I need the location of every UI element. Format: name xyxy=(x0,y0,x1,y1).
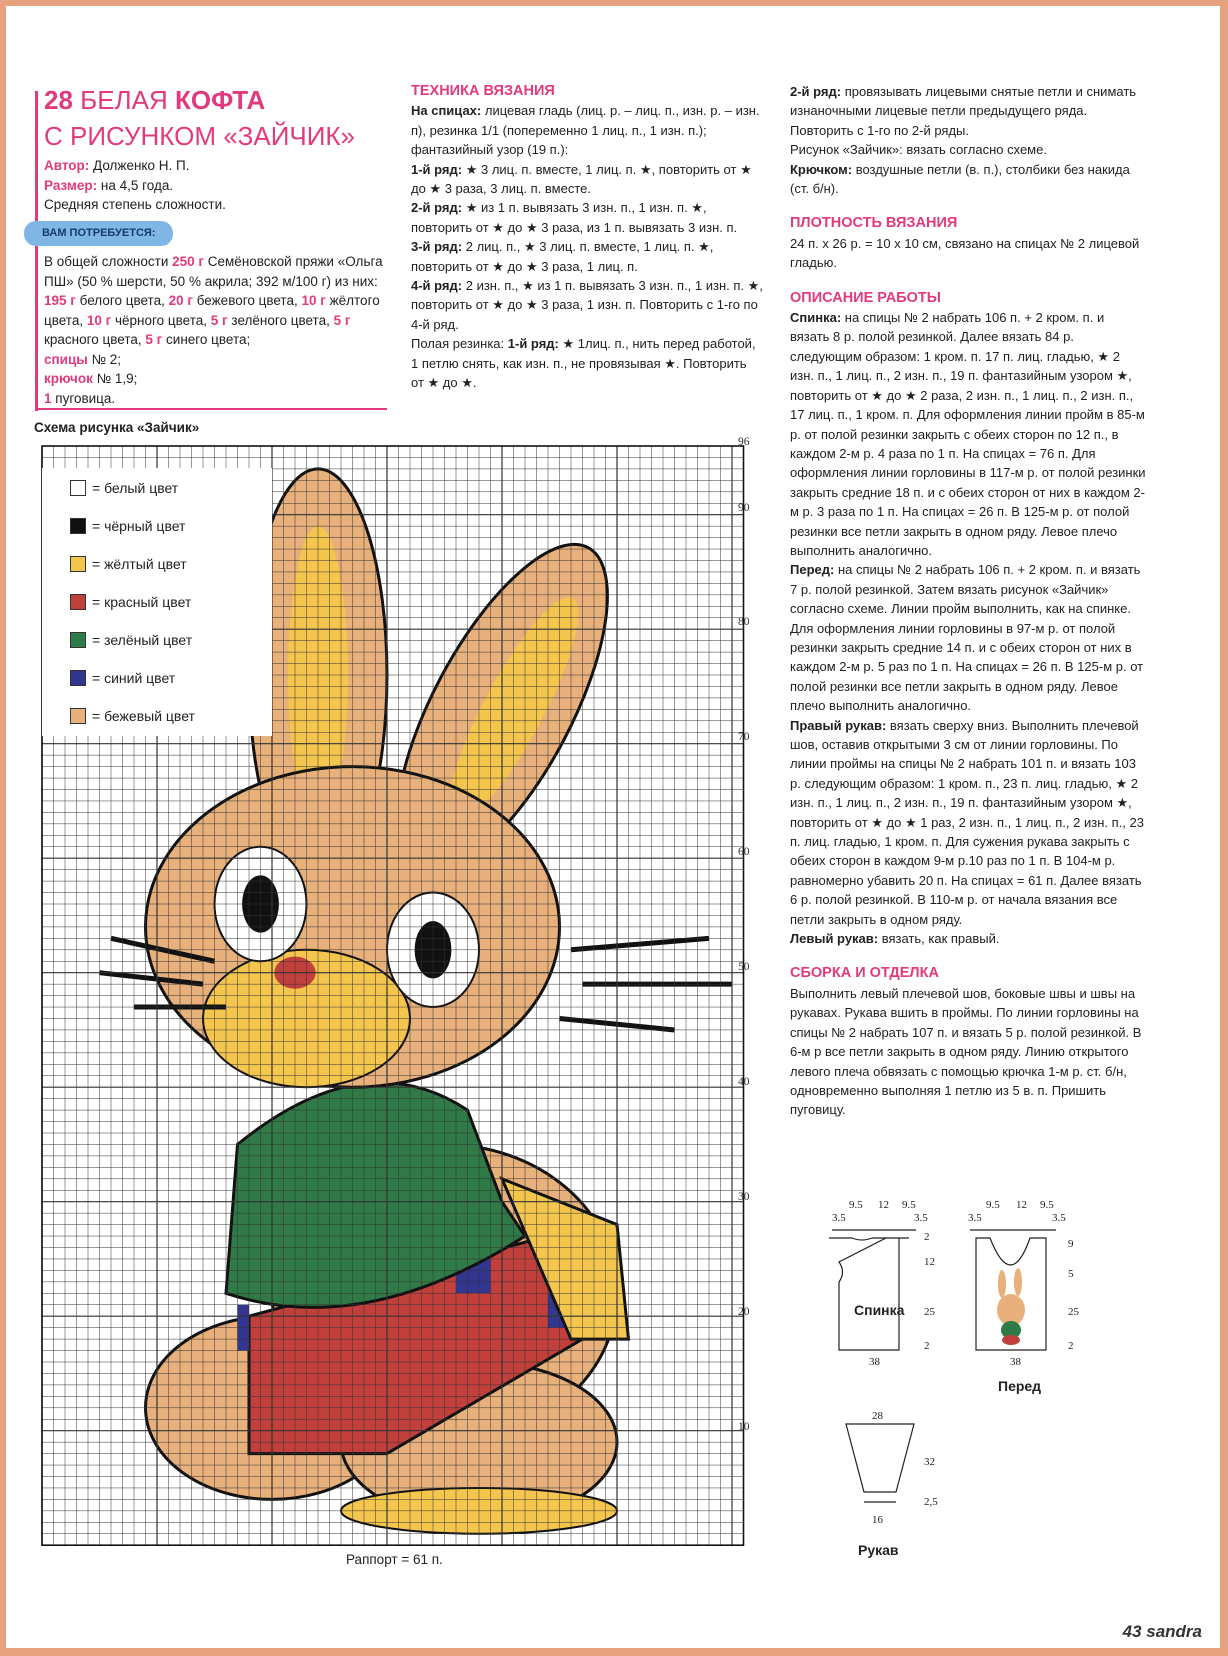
legend-item-white: = белый цвет xyxy=(70,478,178,498)
dim-label: 9 xyxy=(1068,1238,1074,1250)
materials-badge: ВАМ ПОТРЕБУЕТСЯ: xyxy=(24,221,173,247)
dim-label: 12 xyxy=(1016,1199,1027,1211)
technique-column: ТЕХНИКА ВЯЗАНИЯ На спицах: лицевая гладь (лиц. р. – лиц. п., изн. р. – изн. п), резинка 1/1 (попеременно 1 лиц. п., 1 изн. п.); фантазийный узор (19 п.): 1-й ряд: ★ 3 лиц. п. вместе, 1 лиц. п. ★, повторить от ★ до ★ 3 раза, 3 лиц. п. вместе. 2-й ряд: ★ из 1 п. вывязать 3 изн. п., 1 изн. п. ★, повторить от ★ до ★ 3 раза, из 1 п. вывязать 3 изн. п. 3-й ряд: 2 лиц. п., ★ 3 лиц. п. вместе, 1 лиц. п. ★, повторить от ★ до ★ 3 раза, 1 лиц. п. 4-й ряд: 2 изн. п., ★ из 1 п. вывязать 3 изн. п., 1 изн. п. ★, повторить от ★ до ★ 3 раза, 1 изн. п. Повторить с 1-го по 4-й ряд. Полая резинка: 1-й ряд: ★ 1лиц. п., нить перед работой, 1 петлю снять, как изн. п., не провязывая ★. Повторить от ★ до ★. xyxy=(411,83,763,391)
row-number: 50 xyxy=(738,961,750,973)
rapport-label: Раппорт = 61 п. xyxy=(346,1552,443,1567)
back-outline xyxy=(839,1238,899,1350)
dim-label: 2 xyxy=(924,1340,930,1352)
legend-item-red: = красный цвет xyxy=(70,592,191,612)
row-number: 90 xyxy=(738,502,750,514)
dim-label: 12 xyxy=(924,1256,935,1268)
swatch-blue xyxy=(70,670,86,686)
legend-item-blue: = синий цвет xyxy=(70,668,175,688)
dim-label: 25 xyxy=(1068,1306,1079,1318)
row-number: 20 xyxy=(738,1306,750,1318)
dim-label: 3.5 xyxy=(832,1212,846,1224)
density-heading: ПЛОТНОСТЬ ВЯЗАНИЯ xyxy=(790,215,958,232)
dim-label: 9.5 xyxy=(849,1199,863,1211)
legend-item-beige: = бежевый цвет xyxy=(70,706,195,726)
swatch-beige xyxy=(70,708,86,724)
dim-label: 9.5 xyxy=(986,1199,1000,1211)
swatch-red xyxy=(70,594,86,610)
magazine-page xyxy=(6,6,1220,1648)
dim-label: 2 xyxy=(924,1231,930,1243)
dim-label: 5 xyxy=(1068,1268,1074,1280)
legend-item-green: = зелёный цвет xyxy=(70,630,192,650)
schema-label: Схема рисунка «Зайчик» xyxy=(34,420,200,435)
swatch-yellow xyxy=(70,556,86,572)
instructions-column: 2-й ряд: провязывать лицевыми снятые петли и снимать изнаночными лицевые петли предыдущего ряда. Повторить с 1-го по 2-й ряды. Рисунок «Зайчик»: вязать согласно схеме. Крючком: воздушные петли (в. п.), столбики без накида (ст. б/н). ПЛОТНОСТЬ ВЯЗАНИЯ 24 п. х 26 р. = 10 х 10 см, связано на спицах № 2 лицевой гладью. ОПИСАНИЕ РАБОТЫ Спинка: на спицы № 2 набрать 106 п. + 2 кром. п. и вязать 8 р. полой резинкой. Далее вязать 84 р. следующим образом: 1 кром. п. 17 п. лиц. гладью, ★ 2 изн. п., 1 лиц. п., 2 изн. п., 19 п. фантазийным узором ★, повторить от ★ до ★ 2 раза, 2 изн. п., 1 лиц. п., 2 изн. п., 17 лиц. п., 1 кром. п. Для оформления линии пройм в 85-м р. от полой резинки закрыть с обеих сторон по 12 п., в каждом 2-м р. 4 раза по 1 п. На спицах = 76 п. Для оформления линии горловины в 117-м р. от полой резинки закрыть средние 18 п. и с обеих сторон от них в каждом 2-м р. 3 раза по 1 п. На спицах = 26 п. В 125-м р. от полой резинки все петли закрыть в одном ряду. Левое плечо выполнить аналогично. Перед: на спицы № 2 набрать 106 п. + 2 кром. п. и вязать 7 р. полой резинкой. Затем вязать рисунок «Зайчик» согласно схеме. Линии пройм выполнить, как на спинке. Для оформления линии горловины в 97-м р. от полой резинки закрыть средние 14 п. и с обеих сторон от них в каждом 2-м р. 5 раз по 1 п. На спицах = 26 п. В 125-м р. от полой резинки все петли закрыть в одном ряду. Левое плечо выполнить аналогично. Правый рукав: вязать сверху вниз. Выполнить плечевой шов, оставив открытыми 3 см от линии горловины. По линии проймы на спицы № 2 набрать 101 п. и вязать 103 р. следующим образом: 1 кром. п., 23 п. лиц. гладью, ★ 2 изн. п., 1 лиц. п., 2 изн. п., 19 п. фантазийным узором ★, повторить от ★ до ★ 1 раз, 2 изн. п., 1 лиц. п., 2 изн. п., 23 п. лиц. гладью, 1 кром. п. Для сужения рукава закрыть с обеих сторон в каждом 9-м р.10 раз по 1 п. В 104-м р. равномерно убавить 20 п. На спицах = 61 п. Далее вязать 6 р. полой резинкой. В 110-м р. от начала вязания все петли закрыть в одном ряду. Левый рукав: вязать, как правый. СБОРКА И ОТДЕЛКА Выполнить левый плечевой шов, боковые швы и швы на рукавах. Рукава вшить в проймы. По линии горловины на спицы № 2 набрать 107 п. и вязать 5 р. полой резинкой. В 6-м р все петли закрыть в одном ряду. Линию открытого левого плеча обвязать с помощью крючка 1-м р. ст. б/н, одновременно выполняя 1 петлю из 5 в. п. Пришить пуговицу. xyxy=(790,84,1146,1118)
color-legend xyxy=(42,468,272,736)
materials-text: В общей сложности 250 г Семёновской пряжи «Ольга ПШ» (50 % шерсти, 50 % акрила; 392 м/100 г) из них: 195 г белого цвета, 20 г бежевого цвета, 10 г жёлтого цвета, 10 г чёрного цвета, 5 г зелёного цвета, 5 г красного цвета, 5 г синего цвета; xyxy=(44,254,383,347)
title-line2: С РИСУНКОМ «ЗАЙЧИК» xyxy=(44,121,356,151)
dim-label: 2,5 xyxy=(924,1496,938,1508)
dim-label: 25 xyxy=(924,1306,935,1318)
front-diagram-title: Перед xyxy=(998,1378,1042,1394)
page-footer: 43 sandra xyxy=(1122,1622,1202,1641)
dim-label: 32 xyxy=(924,1456,935,1468)
dim-label: 38 xyxy=(1010,1356,1021,1368)
technique-heading: ТЕХНИКА ВЯЗАНИЯ xyxy=(411,83,555,99)
dim-label: 9.5 xyxy=(1040,1199,1054,1211)
assembly-heading: СБОРКА И ОТДЕЛКА xyxy=(790,965,939,982)
legend-item-black: = чёрный цвет xyxy=(70,516,185,536)
swatch-white xyxy=(70,480,86,496)
description-heading: ОПИСАНИЕ РАБОТЫ xyxy=(790,289,941,306)
sleeve-outline xyxy=(846,1424,914,1492)
dim-label: 3.5 xyxy=(968,1212,982,1224)
row-number: 70 xyxy=(738,731,750,743)
title-word1: БЕЛАЯ xyxy=(80,85,168,115)
dim-label: 2 xyxy=(1068,1340,1074,1352)
back-diagram xyxy=(816,1230,916,1350)
dim-label: 12 xyxy=(878,1199,889,1211)
dim-label: 3.5 xyxy=(1052,1212,1066,1224)
project-number: 28 xyxy=(44,85,73,115)
row-number: 96 xyxy=(738,436,750,448)
back-diagram-title: Спинка xyxy=(854,1302,905,1318)
swatch-black xyxy=(70,518,86,534)
materials-block: Автор: Долженко Н. П. Размер: на 4,5 года. Средняя степень сложности. ВАМ ПОТРЕБУЕТСЯ: В общей сложности 250 г Семёновской пряжи «Ольга ПШ» (50 % шерсти, 50 % акрила; 392 м/100 г) из них: 195 г белого цвета, 20 г бежевого цвета, 10 г жёлтого цвета, 10 г чёрного цвета, 5 г зелёного цвета, 5 г красного цвета, 5 г синего цвета; спицы № 2; крючок № 1,9; 1 пуговица. xyxy=(44,156,384,408)
legend-item-yellow: = жёлтый цвет xyxy=(70,554,187,574)
swatch-green xyxy=(70,632,86,648)
dim-label: 3.5 xyxy=(914,1212,928,1224)
dim-label: 38 xyxy=(869,1356,880,1368)
dim-label: 28 xyxy=(872,1410,883,1422)
dim-label: 16 xyxy=(872,1514,883,1526)
row-number: 30 xyxy=(738,1191,750,1203)
sleeve-diagram xyxy=(846,1424,914,1502)
row-number: 80 xyxy=(738,616,750,628)
title-word2: КОФТА xyxy=(174,85,266,115)
row-number: 40 xyxy=(738,1076,750,1088)
row-number: 60 xyxy=(738,846,750,858)
dim-label: 9.5 xyxy=(902,1199,916,1211)
row-number: 10 xyxy=(738,1421,750,1433)
sleeve-diagram-title: Рукав xyxy=(858,1542,899,1558)
